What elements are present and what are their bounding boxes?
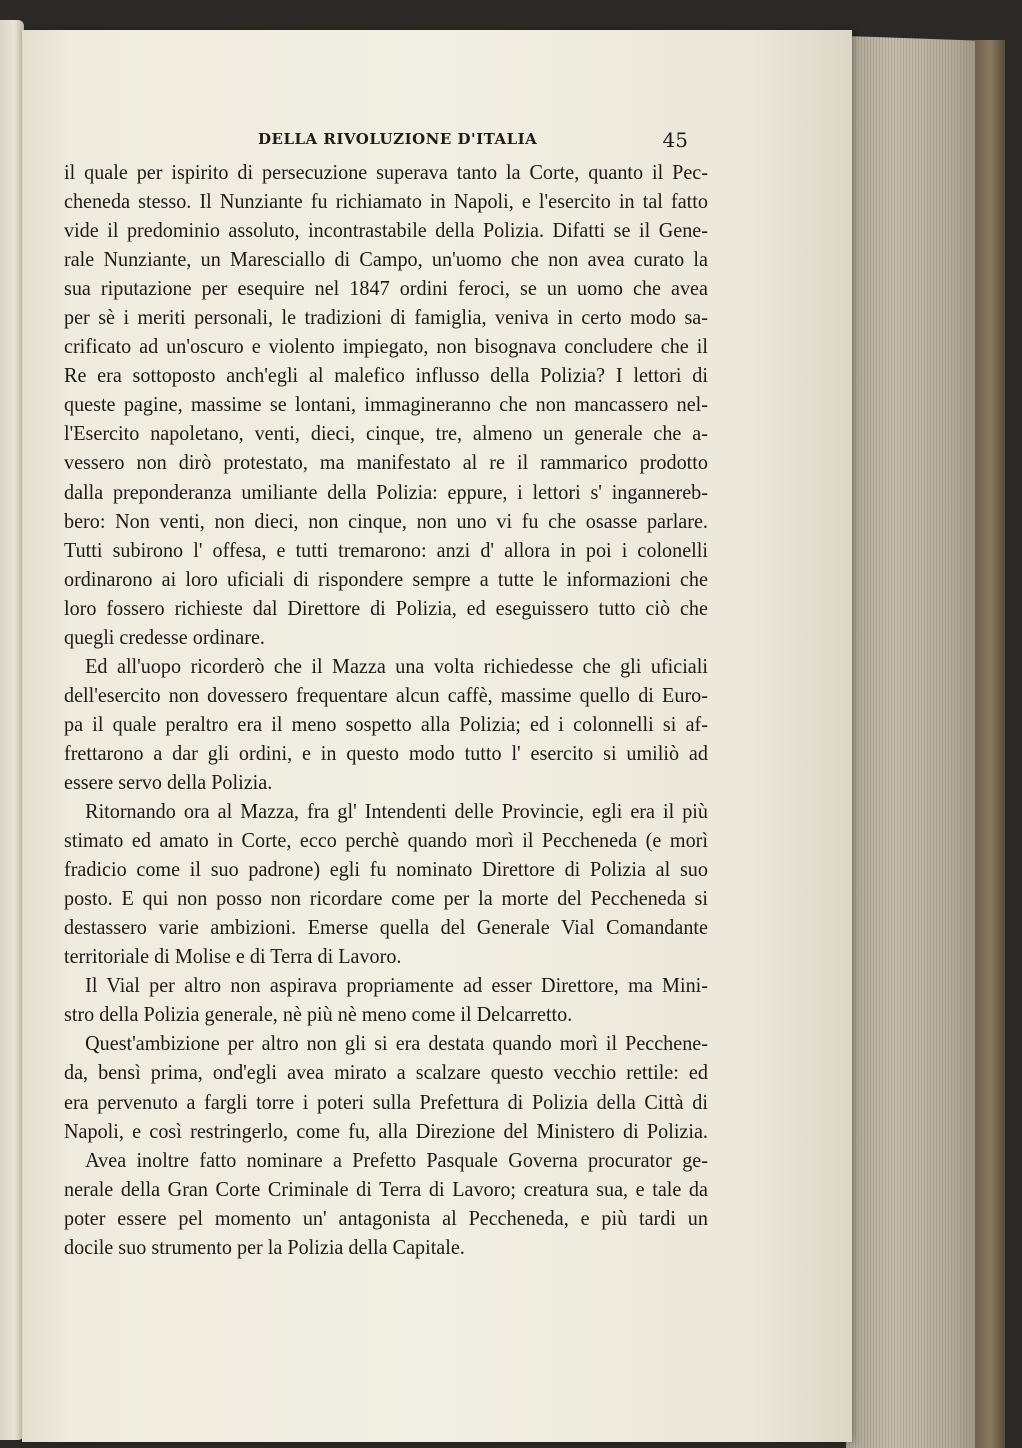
text-line: nerale della Gran Corte Criminale di Terra di Lavoro; creatura sua, e tale da (64, 1176, 708, 1201)
text-line: dalla preponderanza umiliante della Polizia: eppure, i lettori s' ingannereb- (64, 479, 708, 504)
text-line: Ed all'uopo ricorderò che il Mazza una volta richiedesse che gli uficiali (85, 653, 708, 678)
book-cover-edge (975, 40, 1005, 1448)
running-header (258, 128, 688, 154)
facing-page-edge (0, 20, 24, 1440)
text-line: Ritornando ora al Mazza, fra gl' Intendenti delle Provincie, egli era il più (85, 799, 708, 824)
running-title: DELLA RIVOLUZIONE D'ITALIA (258, 130, 538, 148)
text-line: Re era sottoposto anch'egli al malefico influsso della Polizia? I lettori di (64, 363, 708, 388)
text-line: stro della Polizia generale, nè più nè meno come il Delcarretto. (64, 1002, 573, 1027)
text-line: Avea inoltre fatto nominare a Prefetto Pasquale Governa procurator ge- (85, 1147, 708, 1172)
text-line: dell'esercito non dovessero frequentare alcun caffè, massime quello di Euro- (64, 682, 708, 707)
text-line: cheneda stesso. Il Nunziante fu richiamato in Napoli, e l'esercito in tal fatto (64, 189, 708, 214)
text-line: Il Vial per altro non aspirava propriamente ad esser Direttore, ma Mini- (85, 973, 708, 998)
text-line: loro fossero richieste dal Direttore di Polizia, ed eseguissero tutto ciò che (64, 595, 708, 620)
body-text (64, 158, 709, 1262)
text-line: fradicio come il suo padrone) egli fu nominato Direttore di Polizia al suo (64, 857, 708, 882)
text-line: crificato ad un'oscuro e violento impiegato, non bisognava concludere che il (64, 334, 708, 359)
text-line: territoriale di Molise e di Terra di Lavoro. (64, 944, 402, 969)
text-line: vessero non dirò protestato, ma manifestato al re il rammarico prodotto (64, 450, 708, 475)
text-line: l'Esercito napoletano, venti, dieci, cinque, tre, almeno un generale che a- (64, 421, 708, 446)
text-line: da, bensì prima, ond'egli avea mirato a scalzare questo vecchio rettile: ed (64, 1060, 708, 1085)
page-block-edge (846, 36, 996, 1448)
text-line: destassero varie ambizioni. Emerse quella del Generale Vial Comandante (64, 915, 708, 940)
page-number: 45 (662, 128, 688, 152)
text-line: posto. E qui non posso non ricordare come per la morte del Peccheneda si (64, 886, 708, 911)
text-line: quegli credesse ordinare. (64, 624, 265, 649)
text-line: poter essere pel momento un' antagonista al Peccheneda, e più tardi un (64, 1205, 708, 1230)
text-line: bero: Non venti, non dieci, non cinque, non uno vi fu che osasse parlare. (64, 508, 708, 533)
text-line: frettarono a dar gli ordini, e in questo modo tutto l' esercito si umiliò ad (64, 740, 708, 765)
text-line: stimato ed amato in Corte, ecco perchè quando morì il Peccheneda (e morì (64, 828, 708, 853)
text-line: queste pagine, massime se lontani, immagineranno che non mancassero nel- (64, 392, 708, 417)
text-line: era pervenuto a fargli torre i poteri sulla Prefettura di Polizia della Città di (64, 1089, 708, 1114)
text-line: sua riputazione per esequire nel 1847 ordini feroci, se un uomo che avea (64, 276, 708, 301)
text-line: Tutti subirono l' offesa, e tutti tremarono: anzi d' allora in poi i colonelli (64, 537, 708, 562)
text-line: Quest'ambizione per altro non gli si era destata quando morì il Pecchene- (85, 1031, 708, 1056)
text-line: ordinarono ai loro uficiali di rispondere sempre a tutte le informazioni che (64, 566, 708, 591)
text-line: essere servo della Polizia. (64, 769, 273, 794)
text-line: per sè i meriti personali, le tradizioni di famiglia, veniva in certo modo sa- (64, 305, 708, 330)
text-line: Napoli, e così restringerlo, come fu, alla Direzione del Ministero di Polizia. (64, 1118, 708, 1143)
text-line: rale Nunziante, un Maresciallo di Campo, un'uomo che non avea curato la (64, 247, 708, 272)
text-line: il quale per ispirito di persecuzione superava tanto la Corte, quanto il Pec- (64, 160, 708, 184)
text-line: docile suo strumento per la Polizia della Capitale. (64, 1234, 465, 1259)
text-line: vide il predominio assoluto, incontrastabile della Polizia. Difatti se il Gene- (64, 218, 708, 243)
text-line: pa il quale peraltro era il meno sospetto alla Polizia; ed i colonnelli si af- (64, 711, 708, 736)
